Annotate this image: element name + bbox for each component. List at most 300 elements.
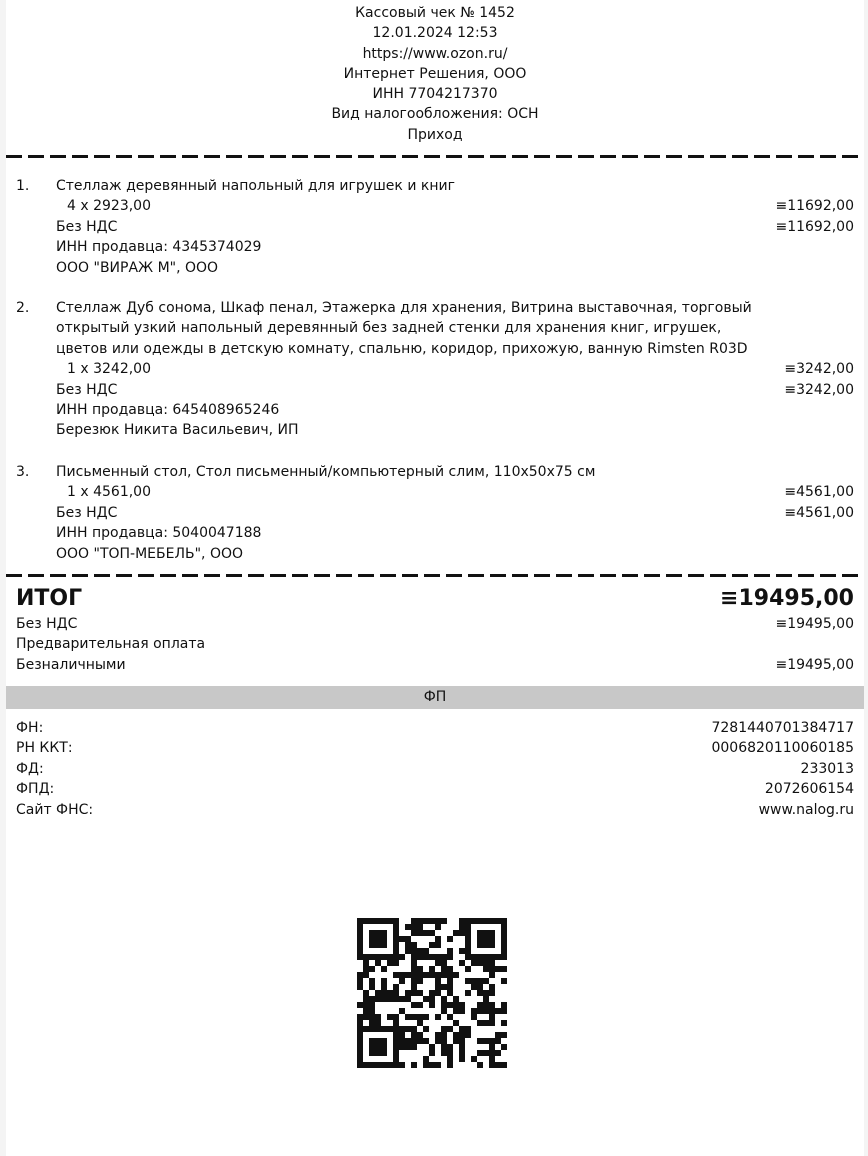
qr-module <box>477 1002 483 1008</box>
qr-module <box>489 972 495 978</box>
qr-module <box>369 978 375 984</box>
qr-module <box>441 1002 447 1008</box>
item-name-line: открытый узкий напольный деревянный без задней стенки для хранения книг, игрушек, <box>56 320 722 337</box>
qr-module <box>357 1032 363 1038</box>
qr-module <box>405 1044 411 1050</box>
qr-module <box>483 960 489 966</box>
qr-module <box>375 942 381 948</box>
qr-module <box>405 972 411 978</box>
operation-type: Приход <box>407 126 463 143</box>
qr-module <box>465 930 471 936</box>
qr-module <box>363 1026 369 1032</box>
qr-module <box>375 960 381 966</box>
qr-module <box>393 984 399 990</box>
qr-module <box>399 954 405 960</box>
qr-module <box>375 1044 381 1050</box>
qr-module <box>453 1008 459 1014</box>
qr-module <box>375 1038 381 1044</box>
qr-module <box>459 948 465 954</box>
qr-module <box>465 1026 471 1032</box>
qr-module <box>477 984 483 990</box>
qr-module <box>489 942 495 948</box>
qr-module <box>363 1008 369 1014</box>
qr-module <box>411 918 417 924</box>
item-vat-sum: ≡11692,00 <box>775 218 854 235</box>
qr-module <box>447 966 453 972</box>
qr-module <box>411 984 417 990</box>
qr-module <box>489 1056 495 1062</box>
qr-module <box>483 996 489 1002</box>
qr-module <box>411 1014 417 1020</box>
qr-module <box>417 990 423 996</box>
cashless-label: Безналичными <box>16 656 126 673</box>
qr-module <box>489 1050 495 1056</box>
item-seller-name: ООО "ТОП-МЕБЕЛЬ", ООО <box>56 545 244 562</box>
qr-module <box>477 1038 483 1044</box>
qr-module <box>459 1032 465 1038</box>
qr-module <box>357 936 363 942</box>
qr-module <box>393 1020 399 1026</box>
qr-module <box>381 984 387 990</box>
qr-module <box>393 1014 399 1020</box>
qr-module <box>447 1014 453 1020</box>
qr-module <box>387 990 393 996</box>
total-vat-label: Без НДС <box>16 616 78 632</box>
qr-module <box>357 942 363 948</box>
qr-module <box>483 1002 489 1008</box>
qr-module <box>465 978 471 984</box>
qr-module <box>393 1056 399 1062</box>
qr-module <box>441 984 447 990</box>
qr-module <box>363 990 369 996</box>
fns-site-label: Сайт ФНС: <box>16 801 94 818</box>
qr-module <box>453 1038 459 1044</box>
qr-module <box>441 972 447 978</box>
qr-module <box>423 1056 429 1062</box>
item-qty-price: 1 x 4561,00 <box>67 484 151 501</box>
qr-module <box>411 978 417 984</box>
qr-module <box>357 1002 363 1008</box>
qr-module <box>501 954 507 960</box>
item-number: 2. <box>16 300 30 316</box>
qr-module <box>483 1020 489 1026</box>
item-name-line: Стеллаж Дуб сонома, Шкаф пенал, Этажерка для хранения, Витрина выставочная, торговый <box>56 300 752 316</box>
qr-module <box>489 930 495 936</box>
qr-module <box>441 966 447 972</box>
qr-module <box>417 972 423 978</box>
qr-module <box>411 1062 417 1068</box>
qr-module <box>411 930 417 936</box>
qr-module <box>405 942 411 948</box>
rn-kkt-label: РН ККТ: <box>16 740 73 757</box>
item-name: Письменный стол, Стол письменный/компьютерный слим, 110x50x75 см <box>56 464 596 480</box>
qr-module <box>423 996 429 1002</box>
qr-module <box>459 924 465 930</box>
qr-module <box>477 1020 483 1026</box>
qr-module <box>423 1038 429 1044</box>
qr-module <box>447 984 453 990</box>
qr-module <box>405 948 411 954</box>
qr-module <box>501 924 507 930</box>
qr-module <box>429 954 435 960</box>
qr-module <box>435 990 441 996</box>
qr-module <box>447 1050 453 1056</box>
qr-module <box>471 1014 477 1020</box>
qr-module <box>489 966 495 972</box>
receipt-header <box>6 3 864 145</box>
qr-module <box>369 1062 375 1068</box>
qr-module <box>441 1008 447 1014</box>
qr-module <box>375 918 381 924</box>
qr-module <box>363 1062 369 1068</box>
qr-module <box>393 924 399 930</box>
qr-module <box>369 1014 375 1020</box>
qr-module <box>357 930 363 936</box>
item-sum: ≡4561,00 <box>784 484 854 501</box>
qr-module <box>423 930 429 936</box>
qr-module <box>411 990 417 996</box>
qr-module <box>411 1044 417 1050</box>
qr-module <box>399 1008 405 1014</box>
qr-module <box>489 960 495 966</box>
qr-module <box>477 1062 483 1068</box>
qr-module <box>489 1062 495 1068</box>
qr-module <box>447 978 453 984</box>
qr-module <box>453 1020 459 1026</box>
qr-module <box>411 966 417 972</box>
qr-module <box>357 1044 363 1050</box>
total-label: ИТОГ <box>16 586 83 611</box>
item-number: 3. <box>16 464 30 480</box>
qr-module <box>441 960 447 966</box>
qr-module <box>381 930 387 936</box>
qr-module <box>393 942 399 948</box>
qr-module <box>459 1038 465 1044</box>
qr-module <box>411 942 417 948</box>
qr-module <box>483 942 489 948</box>
qr-module <box>411 948 417 954</box>
qr-module <box>489 918 495 924</box>
qr-module <box>489 954 495 960</box>
qr-module <box>447 1056 453 1062</box>
qr-module <box>357 1038 363 1044</box>
fns-site-value: www.nalog.ru <box>758 801 854 818</box>
qr-module <box>429 1044 435 1050</box>
qr-module <box>501 1002 507 1008</box>
qr-module <box>447 990 453 996</box>
qr-module <box>381 918 387 924</box>
qr-module <box>375 990 381 996</box>
qr-module <box>441 1038 447 1044</box>
qr-module <box>369 1044 375 1050</box>
qr-module <box>423 918 429 924</box>
qr-module <box>483 990 489 996</box>
qr-module <box>399 978 405 984</box>
qr-module <box>411 924 417 930</box>
separator-top <box>6 155 864 158</box>
qr-module <box>471 1056 477 1062</box>
qr-module <box>417 966 423 972</box>
qr-module <box>369 942 375 948</box>
qr-module <box>435 954 441 960</box>
qr-module <box>393 1038 399 1044</box>
qr-module <box>405 936 411 942</box>
qr-module <box>441 1032 447 1038</box>
qr-module <box>435 918 441 924</box>
qr-module <box>357 948 363 954</box>
qr-module <box>501 1032 507 1038</box>
qr-module <box>483 930 489 936</box>
qr-module <box>435 984 441 990</box>
qr-module <box>429 1062 435 1068</box>
qr-module <box>405 990 411 996</box>
qr-module <box>471 978 477 984</box>
qr-module <box>453 1032 459 1038</box>
qr-module <box>465 966 471 972</box>
qr-module <box>459 1050 465 1056</box>
qr-module <box>477 990 483 996</box>
qr-module <box>399 1038 405 1044</box>
qr-module <box>393 960 399 966</box>
qr-module <box>369 984 375 990</box>
qr-module <box>411 960 417 966</box>
qr-module <box>357 984 363 990</box>
qr-module <box>423 972 429 978</box>
qr-module <box>489 1008 495 1014</box>
item-qty-price: 4 x 2923,00 <box>67 198 151 215</box>
qr-module <box>399 1032 405 1038</box>
qr-module <box>399 1044 405 1050</box>
qr-module <box>495 1032 501 1038</box>
qr-module <box>435 1062 441 1068</box>
qr-module <box>429 972 435 978</box>
item-seller-name: Березюк Никита Васильевич, ИП <box>56 422 299 439</box>
qr-module <box>441 1044 447 1050</box>
qr-module <box>453 996 459 1002</box>
qr-module <box>447 972 453 978</box>
item-vat-sum: ≡3242,00 <box>784 381 854 398</box>
qr-module <box>477 936 483 942</box>
qr-module <box>381 1050 387 1056</box>
qr-module <box>423 1062 429 1068</box>
qr-module <box>501 942 507 948</box>
qr-module <box>441 918 447 924</box>
qr-module <box>459 1026 465 1032</box>
qr-module <box>357 1056 363 1062</box>
qr-module <box>465 954 471 960</box>
qr-module <box>369 930 375 936</box>
qr-module <box>417 1020 423 1026</box>
item-number: 1. <box>16 178 30 194</box>
qr-module <box>429 930 435 936</box>
qr-module <box>357 978 363 984</box>
qr-module <box>369 954 375 960</box>
qr-module <box>417 1002 423 1008</box>
receipt-title: Кассовый чек № 1452 <box>355 5 515 21</box>
qr-module <box>357 1050 363 1056</box>
qr-module <box>495 1050 501 1056</box>
qr-module <box>375 1026 381 1032</box>
qr-module <box>357 1020 363 1026</box>
fn-value: 7281440701384717 <box>711 720 854 736</box>
qr-module <box>501 1044 507 1050</box>
qr-module <box>393 930 399 936</box>
qr-module <box>489 936 495 942</box>
qr-module <box>363 960 369 966</box>
qr-module <box>357 918 363 924</box>
qr-module <box>477 1050 483 1056</box>
qr-module <box>459 960 465 966</box>
item-seller-name: ООО "ВИРАЖ М", ООО <box>56 259 219 276</box>
qr-module <box>465 942 471 948</box>
item-qty-price: 1 x 3242,00 <box>67 361 151 378</box>
qr-module <box>381 990 387 996</box>
qr-module <box>411 972 417 978</box>
item-sum: ≡11692,00 <box>775 198 854 215</box>
qr-module <box>417 1014 423 1020</box>
qr-module <box>495 1008 501 1014</box>
qr-module <box>435 1014 441 1020</box>
item-sum: ≡3242,00 <box>784 361 854 378</box>
qr-module <box>369 1038 375 1044</box>
qr-module <box>387 918 393 924</box>
qr-module <box>459 1056 465 1062</box>
qr-module <box>369 1020 375 1026</box>
fpd-value: 2072606154 <box>764 781 854 798</box>
fd-label: ФД: <box>16 760 44 777</box>
qr-module <box>369 936 375 942</box>
qr-module <box>381 996 387 1002</box>
item-vat-label: Без НДС <box>56 218 118 235</box>
qr-module <box>447 1062 453 1068</box>
separator-total <box>6 574 864 577</box>
qr-module <box>363 918 369 924</box>
qr-module <box>501 1020 507 1026</box>
qr-module <box>375 1062 381 1068</box>
qr-module <box>381 936 387 942</box>
qr-module <box>399 936 405 942</box>
qr-module <box>423 1026 429 1032</box>
qr-module <box>501 978 507 984</box>
qr-module <box>483 1008 489 1014</box>
qr-module <box>489 1002 495 1008</box>
fiscal-data <box>16 718 854 820</box>
qr-module <box>465 948 471 954</box>
qr-module <box>363 954 369 960</box>
qr-module <box>405 996 411 1002</box>
qr-module <box>447 954 453 960</box>
qr-module <box>429 918 435 924</box>
qr-module <box>435 936 441 942</box>
qr-module <box>483 918 489 924</box>
qr-module <box>489 984 495 990</box>
qr-module <box>447 1044 453 1050</box>
qr-module <box>471 960 477 966</box>
qr-module <box>417 948 423 954</box>
qr-module <box>459 1008 465 1014</box>
item-name: Стеллаж деревянный напольный для игрушек и книг <box>56 178 455 194</box>
qr-module <box>483 936 489 942</box>
qr-module <box>375 1050 381 1056</box>
qr-module <box>381 942 387 948</box>
qr-module <box>429 1002 435 1008</box>
qr-module <box>417 954 423 960</box>
qr-module <box>489 990 495 996</box>
merchant-company: Интернет Решения, ООО <box>343 65 527 82</box>
qr-module <box>363 1002 369 1008</box>
qr-module <box>483 1050 489 1056</box>
qr-module <box>411 1002 417 1008</box>
qr-module <box>465 1032 471 1038</box>
qr-module <box>471 918 477 924</box>
qr-module <box>393 954 399 960</box>
qr-module <box>501 936 507 942</box>
qr-module <box>423 954 429 960</box>
qr-module <box>405 1014 411 1020</box>
qr-module <box>441 954 447 960</box>
qr-module <box>435 1032 441 1038</box>
qr-module <box>369 1002 375 1008</box>
qr-module <box>387 960 393 966</box>
qr-module <box>411 1038 417 1044</box>
qr-module <box>393 1062 399 1068</box>
qr-module <box>447 1026 453 1032</box>
qr-module <box>495 954 501 960</box>
qr-module <box>489 1014 495 1020</box>
qr-module <box>369 1008 375 1014</box>
qr-module <box>417 1038 423 1044</box>
qr-module <box>381 954 387 960</box>
fpd-label: ФПД: <box>16 781 55 798</box>
qr-module <box>393 1026 399 1032</box>
qr-module <box>411 1026 417 1032</box>
tax-system: Вид налогообложения: ОСН <box>331 106 539 123</box>
qr-module <box>477 978 483 984</box>
total-vat-amount: ≡19495,00 <box>775 616 854 632</box>
qr-module <box>369 1026 375 1032</box>
qr-module <box>375 1014 381 1020</box>
qr-module <box>363 1014 369 1020</box>
qr-module <box>471 954 477 960</box>
qr-module <box>483 1038 489 1044</box>
qr-module <box>465 990 471 996</box>
qr-module <box>393 918 399 924</box>
rn-kkt-value: 0006820110060185 <box>711 740 854 757</box>
qr-module <box>435 1038 441 1044</box>
item-vat-label: Без НДС <box>56 504 118 521</box>
qr-module <box>357 972 363 978</box>
qr-module <box>495 1038 501 1044</box>
qr-module <box>375 954 381 960</box>
qr-module <box>363 972 369 978</box>
qr-module <box>357 1026 363 1032</box>
qr-module <box>477 942 483 948</box>
qr-module <box>411 1032 417 1038</box>
qr-module <box>441 1026 447 1032</box>
fn-label: ФН: <box>16 720 44 736</box>
qr-module <box>417 918 423 924</box>
qr-module <box>417 978 423 984</box>
qr-module <box>357 924 363 930</box>
qr-module <box>381 1044 387 1050</box>
qr-module <box>399 1062 405 1068</box>
qr-module <box>447 936 453 942</box>
qr-module <box>471 1008 477 1014</box>
qr-module <box>387 1014 393 1020</box>
qr-module <box>387 954 393 960</box>
qr-module <box>495 1062 501 1068</box>
qr-module <box>393 996 399 1002</box>
